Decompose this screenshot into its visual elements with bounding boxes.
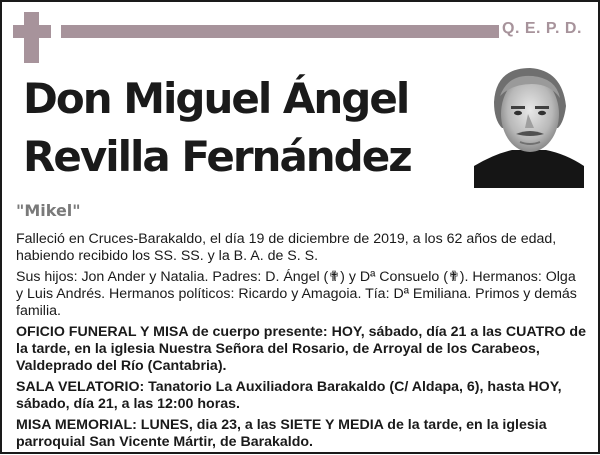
- notice-body: [16, 231, 586, 455]
- deceased-name: [23, 70, 463, 186]
- header-rule: [61, 25, 499, 38]
- cross-icon-horizontal: [13, 25, 51, 38]
- wake-paragraph: SALA VELATORIO: Tanatorio La Auxiliadora Barakaldo (C/ Aldapa, 6), hasta HOY, sábado, día 21, a las 12:00 horas.: [16, 379, 562, 412]
- funeral-paragraph: OFICIO FUNERAL Y MISA de cuerpo presente: HOY, sábado, día 21 a las CUATRO de la tarde, en la iglesia Nuestra Señora del Rosario, de Arroyal de los Carabeos, Valdeprado del Río (Cantabria).: [16, 324, 586, 374]
- death-paragraph: Falleció en Cruces-Barakaldo, el día 19 de diciembre de 2019, a los 62 años de edad, habiendo recibido los SS. SS. y la B. A. de S. S.: [16, 231, 557, 264]
- qepd-label: Q. E. P. D.: [502, 20, 582, 37]
- memorial-paragraph: MISA MEMORIAL: LUNES, dia 23, a las SIETE Y MEDIA de la tarde, en la iglesia parroquial San Vicente Mártir, de Barakaldo.: [16, 417, 547, 450]
- family-paragraph: Sus hijos: Jon Ander y Natalia. Padres: D. Ángel (✟) y Dª Consuelo (✟). Hermanos: Olga y Luis Andrés. Hermanos políticos: Ricardo y Amagoia. Tía: Dª Emiliana. Primos y demás familia.: [16, 269, 577, 319]
- portrait-icon: [474, 62, 584, 188]
- portrait-photo: [474, 62, 584, 188]
- name-line-1: Don Miguel Ángel: [23, 74, 409, 123]
- nickname: "Mikel": [16, 201, 81, 220]
- name-line-2: Revilla Fernández: [23, 132, 411, 181]
